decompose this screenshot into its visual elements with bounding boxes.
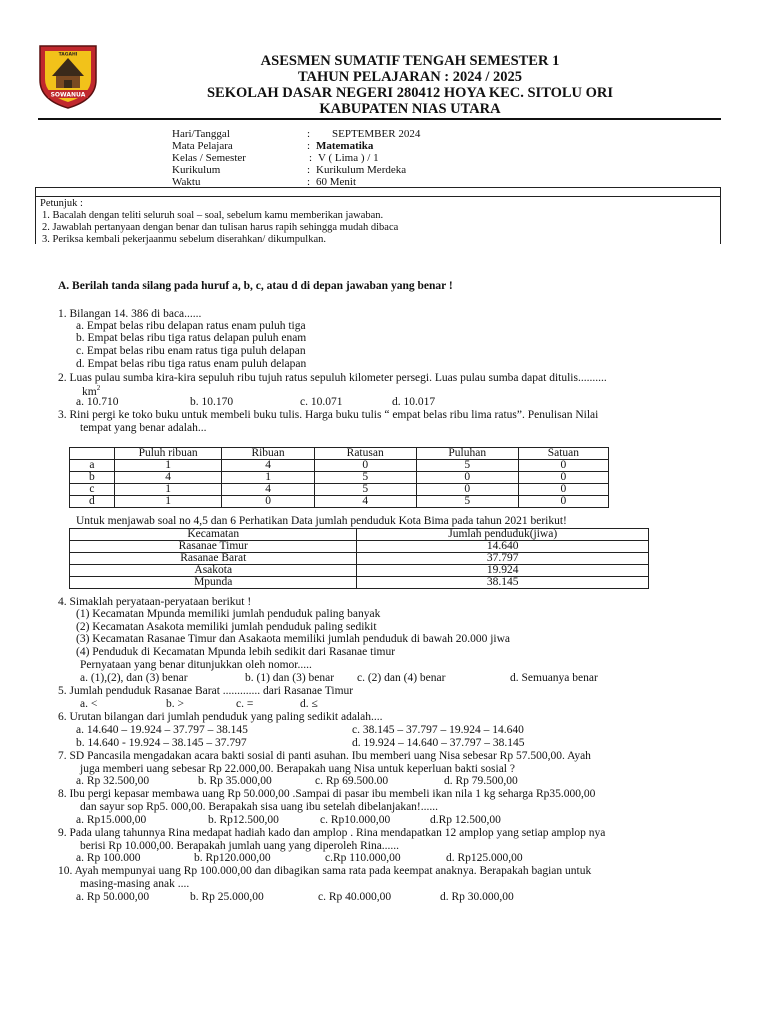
q10-option-a: a. Rp 50.000,00 [76, 891, 150, 903]
info-sep: : [309, 152, 313, 164]
q1-option-b: b. Empat belas ribu tiga ratus delapan puluh enam [76, 332, 307, 344]
question-10-cont: masing-masing anak .... [80, 878, 190, 890]
info-sep: : [307, 140, 311, 152]
table-cell: 5 [416, 496, 518, 508]
title-line-1: ASESMEN SUMATIF TENGAH SEMESTER 1 [260, 53, 560, 69]
place-value-table [69, 447, 609, 508]
data-intro: Untuk menjawab soal no 4,5 dan 6 Perhatikan Data jumlah penduduk Kota Bima pada tahun 2021 berikut! [76, 515, 567, 527]
q5-option-c: c. = [236, 698, 254, 710]
title-line-4: KABUPATEN NIAS UTARA [319, 101, 501, 117]
info-label-curriculum: Kurikulum [172, 164, 221, 176]
table-header: Ratusan [314, 448, 416, 460]
title-line-2: TAHUN PELAJARAN : 2024 / 2025 [297, 69, 523, 85]
q6-option-c: c. 38.145 – 37.797 – 19.924 – 14.640 [352, 724, 524, 736]
question-10: 10. Ayah mempunyai uang Rp 100.000,00 dan dibagikan sama rata pada keempat anaknya. Berapakah bagian untuk [58, 865, 592, 877]
q4-statement: (3) Kecamatan Rasanae Timur dan Asakaota memiliki jumlah penduduk di bawah 20.000 jiwa [76, 633, 511, 645]
table-cell: 4 [222, 460, 314, 472]
table-cell: 0 [518, 496, 608, 508]
table-row [70, 484, 609, 496]
table-header-row [70, 448, 609, 460]
table-cell: 4 [114, 472, 222, 484]
info-sep: : [307, 164, 311, 176]
question-7-cont: juga memberi uang sebesar Rp 22.000,00. Berapakah uang Nisa untuk keperluan bakti sosial ? [80, 763, 515, 775]
table-cell: c [70, 484, 115, 496]
question-9: 9. Pada ulang tahunnya Rina medapat hadiah kado dan amplop . Rina mendapatkan 12 amplop yang setiap amplop nya [58, 827, 606, 839]
table-cell: Rasanae Timur [70, 541, 357, 553]
table-cell: 0 [416, 472, 518, 484]
table-header: Ribuan [222, 448, 314, 460]
question-5: 5. Jumlah penduduk Rasanae Barat ............. dari Rasanae Timur [58, 685, 354, 697]
table-cell: a [70, 460, 115, 472]
q2-unit-text: km [82, 385, 97, 398]
q10-option-c: c. Rp 40.000,00 [318, 891, 392, 903]
question-8: 8. Ibu pergi kepasar membawa uang Rp 50.000,00 .Sampai di pasar ibu membeli ikan nila 1 kg seharga Rp35.000,00 [58, 788, 596, 800]
table-cell: Asakota [70, 565, 357, 577]
info-value-time: 60 Menit [316, 176, 357, 188]
table-row [70, 541, 649, 553]
table-cell: 1 [114, 496, 222, 508]
q7-option-c: c. Rp 69.500.00 [315, 775, 389, 787]
table-cell: 0 [222, 496, 314, 508]
instruction-item: 3. Periksa kembali pekerjaanmu sebelum diserahkan/ dikumpulkan. [42, 234, 327, 245]
question-3-cont: tempat yang benar adalah... [80, 422, 207, 434]
logo-motto: SOWANUA [50, 91, 86, 99]
q8-option-c: c. Rp10.000,00 [320, 814, 391, 826]
logo-top-text: TAGAHI [58, 52, 78, 58]
q2-unit-sup: 2 [96, 384, 101, 392]
q2-option-d: d. 10.017 [392, 396, 436, 408]
info-sep: : [307, 128, 311, 140]
header-divider [38, 118, 721, 120]
table-cell: 0 [416, 484, 518, 496]
table-cell: Rasanae Barat [70, 553, 357, 565]
table-header: Jumlah penduduk(jiwa) [357, 529, 649, 541]
info-label-class: Kelas / Semester [172, 152, 246, 164]
question-2: 2. Luas pulau sumba kira-kira sepuluh ribu tujuh ratus sepuluh kilometer persegi. Luas pulau sumba dapat ditulis.......... [58, 372, 607, 384]
info-label-subject: Mata Pelajara [172, 140, 233, 152]
table-row [70, 496, 609, 508]
q4-statement: (2) Kecamatan Asakota memiliki jumlah penduduk paling sedikit [76, 621, 377, 633]
q8-option-a: a. Rp15.000,00 [76, 814, 147, 826]
q9-option-c: c.Rp 110.000,00 [325, 852, 401, 864]
info-value-curriculum: Kurikulum Merdeka [316, 164, 407, 176]
q10-option-b: b. Rp 25.000,00 [190, 891, 264, 903]
q4-prompt: Pernyataan yang benar ditunjukkan oleh nomor..... [80, 659, 312, 671]
q4-option-b: b. (1) dan (3) benar [245, 672, 335, 684]
q4-statement: (1) Kecamatan Mpunda memiliki jumlah penduduk paling banyak [76, 608, 381, 620]
table-row [70, 472, 609, 484]
question-8-cont: dan sayur sop Rp5. 000,00. Berapakah sisa uang ibu setelah dibelanjakan!...... [80, 801, 439, 813]
q7-option-d: d. Rp 79.500,00 [444, 775, 518, 787]
table-cell: Mpunda [70, 577, 357, 589]
instructions-divider [35, 196, 721, 197]
section-a-heading: A. Berilah tanda silang pada huruf a, b, c, atau d di depan jawaban yang benar ! [58, 280, 453, 292]
table-cell: 4 [314, 496, 416, 508]
question-7: 7. SD Pancasila mengadakan acara bakti sosial di panti asuhan. Ibu memberi uang Nisa sebesar Rp 57.500,00. Ayah [58, 750, 591, 762]
q5-option-a: a. < [80, 698, 98, 710]
instructions-title: Petunjuk : [40, 198, 83, 209]
question-9-cont: berisi Rp 10.000,00. Berapakah jumlah uang yang diperoleh Rina...... [80, 840, 400, 852]
q1-option-d: d. Empat belas ribu tiga ratus enam puluh delapan [76, 358, 307, 370]
question-3: 3. Rini pergi ke toko buku untuk membeli buku tulis. Harga buku tulis “ empat belas ribu lima ratus”. Penulisan Nilai [58, 409, 599, 421]
info-value-subject: Matematika [316, 140, 374, 152]
info-label-time: Waktu [172, 176, 201, 188]
q9-option-a: a. Rp 100.000 [76, 852, 141, 864]
q6-option-d: d. 19.924 – 14.640 – 37.797 – 38.145 [352, 737, 525, 749]
table-cell: b [70, 472, 115, 484]
table-header: Satuan [518, 448, 608, 460]
table-cell: d [70, 496, 115, 508]
info-sep: : [307, 176, 311, 188]
instruction-item: 1. Bacalah dengan teliti seluruh soal – soal, sebelum kamu memberikan jawaban. [42, 210, 384, 221]
q2-option-c: c. 10.071 [300, 396, 343, 408]
q4-option-d: d. Semuanya benar [510, 672, 598, 684]
question-1: 1. Bilangan 14. 386 di baca...... [58, 308, 202, 320]
q6-option-a: a. 14.640 – 19.924 – 37.797 – 38.145 [76, 724, 248, 736]
table-cell: 4 [222, 484, 314, 496]
table-row [70, 577, 649, 589]
question-6: 6. Urutan bilangan dari jumlah penduduk yang paling sedikit adalah.... [58, 711, 383, 723]
table-row [70, 565, 649, 577]
instruction-item: 2. Jawablah pertanyaan dengan benar dan tulisan harus rapih sehingga mudah dibaca [42, 222, 399, 233]
school-logo [34, 42, 102, 110]
info-label-date: Hari/Tanggal [172, 128, 230, 140]
q7-option-a: a. Rp 32.500,00 [76, 775, 150, 787]
table-cell: 5 [314, 484, 416, 496]
q2-option-a: a. 10.710 [76, 396, 119, 408]
table-cell: 38.145 [357, 577, 649, 589]
table-cell: 1 [114, 460, 222, 472]
table-cell: 0 [518, 460, 608, 472]
table-header [70, 448, 115, 460]
info-value-class: V ( Lima ) / 1 [318, 152, 379, 164]
population-table [69, 528, 649, 589]
table-row [70, 553, 649, 565]
table-header: Kecamatan [70, 529, 357, 541]
table-cell: 14.640 [357, 541, 649, 553]
table-cell: 1 [114, 484, 222, 496]
q4-option-c: c. (2) dan (4) benar [357, 672, 446, 684]
info-value-date: SEPTEMBER 2024 [332, 128, 421, 140]
table-cell: 5 [314, 472, 416, 484]
table-cell: 19.924 [357, 565, 649, 577]
q10-option-d: d. Rp 30.000,00 [440, 891, 514, 903]
q4-statement: (4) Penduduk di Kecamatan Mpunda lebih sedikit dari Rasanae timur [76, 646, 396, 658]
table-cell: 0 [314, 460, 416, 472]
table-cell: 37.797 [357, 553, 649, 565]
title-line-3: SEKOLAH DASAR NEGERI 280412 HOYA KEC. SITOLU ORI [206, 85, 614, 101]
q8-option-d: d.Rp 12.500,00 [430, 814, 501, 826]
table-header: Puluhan [416, 448, 518, 460]
table-cell: 0 [518, 472, 608, 484]
table-header-row [70, 529, 649, 541]
table-header: Puluh ribuan [114, 448, 222, 460]
table-row [70, 460, 609, 472]
q9-option-b: b. Rp120.000,00 [194, 852, 271, 864]
q2-option-b: b. 10.170 [190, 396, 234, 408]
q1-option-a: a. Empat belas ribu delapan ratus enam puluh tiga [76, 320, 306, 332]
q5-option-b: b. > [166, 698, 184, 710]
table-cell: 1 [222, 472, 314, 484]
q1-option-c: c. Empat belas ribu enam ratus tiga puluh delapan [76, 345, 306, 357]
q6-option-b: b. 14.640 - 19.924 – 38.145 – 37.797 [76, 737, 247, 749]
q9-option-d: d. Rp125.000,00 [446, 852, 523, 864]
table-cell: 0 [518, 484, 608, 496]
q5-option-d: d. ≤ [300, 698, 318, 710]
q7-option-b: b. Rp 35.000,00 [198, 775, 272, 787]
question-4: 4. Simaklah peryataan-peryataan berikut ! [58, 596, 252, 608]
q4-option-a: a. (1),(2), dan (3) benar [80, 672, 188, 684]
q8-option-b: b. Rp12.500,00 [208, 814, 279, 826]
table-cell: 5 [416, 460, 518, 472]
